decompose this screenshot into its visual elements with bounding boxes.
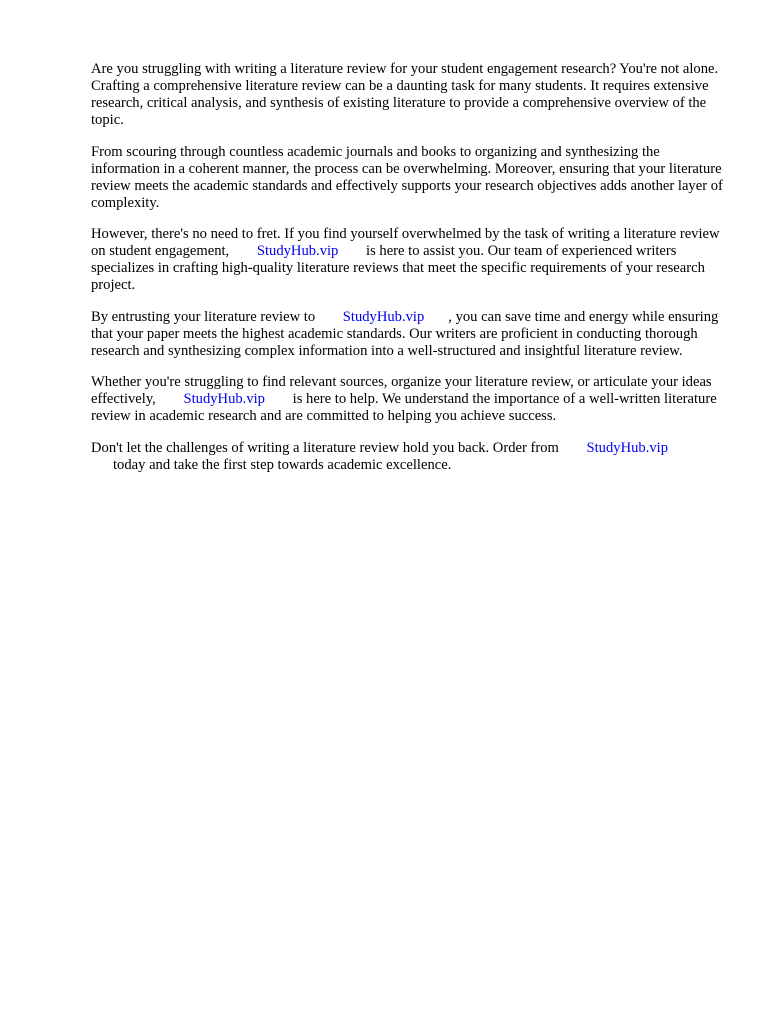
paragraph-order-text-after: today and take the first step towards academic excellence. [113,456,452,473]
paragraph-help-text-before: Whether you're struggling to find relevant sources, organize your literature review, or articulate your ideas effectively, [91,374,712,407]
paragraph-process-text: From scouring through countless academic journals and books to organizing and synthesizing the information in a coherent manner, the process can be overwhelming. Moreover, ensuring that your literature review meets the academic standards and effectively supports your research objectives adds another layer of complexity. [91,143,723,211]
paragraph-intro-text: Are you struggling with writing a literature review for your student engagement research? You're not alone. Crafting a comprehensive literature review can be a daunting task for many students. It requires extensive research, critical analysis, and synthesis of existing literature to provide a comprehensive overview of the topic. [91,61,719,128]
paragraph-entrust-text-after: , you can save time and energy while ensuring that your paper meets the highest academic standards. Our writers are proficient in conducting thorough research and synthesizing complex information into a well-structured and insightful literature review. [91,308,719,359]
paragraph-order-text-before: Don't let the challenges of writing a literature review hold you back. Order from [91,439,559,456]
studyhub-link[interactable]: StudyHub.vip [256,243,339,259]
paragraph-order [91,440,731,474]
paragraph-intro [91,61,731,129]
paragraph-assist [91,226,731,294]
studyhub-link[interactable]: StudyHub.vip [342,308,425,325]
paragraph-entrust-text-before: By entrusting your literature review to [91,308,316,325]
studyhub-link[interactable]: StudyHub.vip [586,439,669,456]
paragraph-process [91,144,731,212]
document-page [91,61,731,488]
studyhub-link[interactable]: StudyHub.vip [183,391,265,407]
paragraph-help [91,374,731,425]
paragraph-entrust [91,309,731,360]
paragraph-assist-text-before: However, there's no need to fret. If you find yourself overwhelmed by the task of writing a literature review on student engagement, [91,226,720,259]
paragraph-assist-text-after: is here to assist you. Our team of experienced writers specializes in crafting high-quality literature reviews that meet the specific requirements of your research project. [91,243,705,293]
paragraph-help-text-after: is here to help. We understand the importance of a well-written literature review in academic research and are committed to helping you achieve success. [91,391,717,424]
